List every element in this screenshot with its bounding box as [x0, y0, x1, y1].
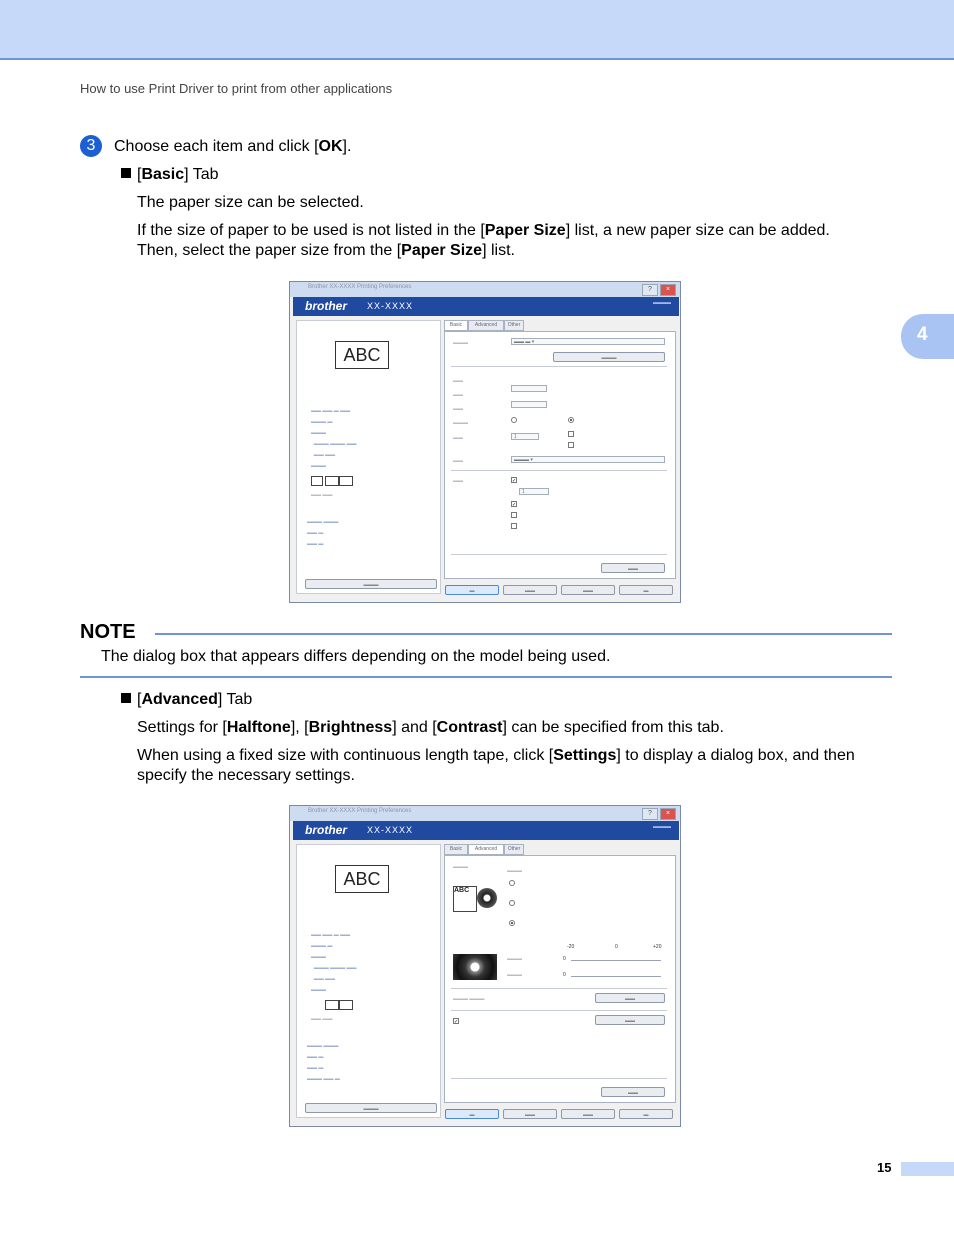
dialog-titlebar: [290, 806, 680, 821]
top-header-band: [0, 0, 954, 60]
blurred-text: ▬▬: [453, 478, 463, 484]
default-button: ▬▬: [601, 563, 665, 573]
blurred-text: ▬▬▬: [507, 972, 522, 978]
advanced-paragraph-2: When using a fixed size with continuous length tape, click [Settings] to display a dialog box, and then: [137, 747, 855, 764]
cut-at-end-checkbox: ✓: [512, 502, 517, 508]
basic-paragraph-1: The paper size can be selected.: [137, 194, 364, 211]
help-button: ▬: [619, 1109, 673, 1119]
divider: [451, 988, 667, 989]
brother-solutions-logo-icon: ▬▬▬: [653, 300, 671, 306]
blurred-text: ▬▬▬: [507, 868, 522, 874]
basic-tab-dialog-screenshot: [289, 281, 681, 603]
portrait-radio: [511, 417, 517, 423]
chapter-tab: [901, 314, 954, 359]
blurred-text: ▬▬▬: [453, 340, 468, 346]
tape-shape-icon: [325, 476, 339, 486]
help-icon: ?: [642, 808, 658, 820]
flower-photo-preview: [453, 954, 497, 980]
paper-size-select: ▬▬ ▬ ▾: [511, 338, 665, 345]
page-number-bar: [901, 1162, 954, 1176]
ok-button: ▬: [445, 585, 499, 595]
halftone-binary-radio: [509, 880, 515, 886]
divider: [451, 1010, 667, 1011]
square-bullet-icon: [121, 693, 131, 703]
tab-other: Other: [504, 320, 524, 331]
settings-summary: ▬▬ ▬▬ ▬ ▬▬ ▬▬▬ ▬ ▬▬▬ ▬▬▬ ▬▬▬ ▬▬ ▬▬ ▬▬ ▬▬▬: [311, 408, 357, 469]
step-number-badge: 3: [80, 135, 102, 157]
length-field: [511, 385, 547, 392]
dialog-titlebar: [290, 282, 680, 297]
divider: [451, 554, 667, 555]
help-icon: ?: [642, 284, 658, 296]
brand-logo: brother: [305, 823, 347, 837]
label-preview: ABC: [335, 341, 389, 369]
note-divider-top: [155, 633, 892, 635]
help-button: ▬: [619, 585, 673, 595]
apply-button: ▬▬: [561, 1109, 615, 1119]
tape-shape-icon: [325, 1000, 339, 1010]
quality-select: ▬▬▬ ▾: [511, 456, 665, 463]
model-name: XX-XXXX: [367, 301, 414, 311]
dialog-title: Brother XX-XXXX Printing Preferences: [308, 284, 412, 290]
divider: [451, 470, 667, 471]
tab-basic: Basic: [444, 320, 468, 331]
blurred-text: ▬▬▬ ▬▬▬: [453, 996, 485, 1002]
divider: [451, 1078, 667, 1079]
blurred-text: ▬▬▬: [453, 864, 468, 870]
brightness-slider: [571, 960, 661, 961]
tab-content-panel: [444, 855, 676, 1103]
copies-field: 1: [511, 433, 539, 440]
preview-panel: [296, 844, 441, 1118]
cancel-button: ▬▬: [503, 585, 557, 595]
blurred-text: ▬▬ ▬▬ ▬▬ ▬▬▬: [453, 378, 468, 426]
page-number: 15: [877, 1160, 892, 1175]
brand-banner: [293, 821, 679, 840]
blurred-text: ▬▬ ▬▬: [311, 492, 333, 498]
tape-shape-icon: [311, 476, 323, 486]
chapter-number: 4: [917, 324, 928, 345]
basic-paragraph-2: If the size of paper to be used is not listed in the [Paper Size] list, a new paper size can be added.: [137, 222, 830, 239]
halftone-preview: ABC: [453, 886, 477, 912]
advanced-tab-dialog-screenshot: [289, 805, 681, 1127]
label-preview: ABC: [335, 865, 389, 893]
settings-summary: ▬▬ ▬▬ ▬ ▬▬ ▬▬▬ ▬ ▬▬▬ ▬▬▬ ▬▬▬ ▬▬ ▬▬ ▬▬ ▬▬▬: [311, 932, 357, 993]
advanced-paragraph-3: specify the necessary settings.: [137, 767, 355, 784]
halftone-dither-radio: [509, 900, 515, 906]
dialog-title: Brother XX-XXXX Printing Preferences: [308, 808, 412, 814]
tape-shape-icon: [339, 476, 353, 486]
contrast-value: 0: [563, 972, 566, 978]
halftone-error-diffusion-radio: [509, 920, 515, 926]
tab-advanced: Advanced: [468, 844, 504, 855]
apply-button: ▬▬: [561, 585, 615, 595]
blurred-text: ▬▬▬: [507, 956, 522, 962]
note-text: The dialog box that appears differs depending on the model being used.: [101, 648, 611, 665]
tape-shape-icon: [339, 1000, 353, 1010]
scale-max-label: +20: [653, 944, 662, 950]
model-name: XX-XXXX: [367, 825, 414, 835]
ok-button: ▬: [445, 1109, 499, 1119]
contrast-slider: [571, 976, 661, 977]
paper-size-setup-button: ▬▬▬: [553, 352, 665, 362]
advanced-paragraph-1: Settings for [Halftone], [Brightness] and [Contrast] can be specified from this tab.: [137, 719, 724, 736]
landscape-radio: [568, 417, 574, 423]
settings-button-2: ▬▬: [595, 1015, 665, 1025]
cut-every-field: 1: [519, 488, 549, 495]
divider: [451, 366, 667, 367]
basic-paragraph-3: Then, select the paper size from the [Paper Size] list.: [137, 242, 515, 259]
blurred-text: ▬▬ ▬▬: [311, 1016, 333, 1022]
brand-logo: brother: [305, 299, 347, 313]
blurred-text: ▬▬: [453, 458, 463, 464]
brother-solutions-logo-icon: ▬▬▬: [653, 824, 671, 830]
basic-tab-heading: [Basic] Tab: [121, 165, 219, 185]
brand-banner: [293, 297, 679, 316]
feed-field: [511, 401, 547, 408]
settings-button: ▬▬: [595, 993, 665, 1003]
default-button: ▬▬: [601, 1087, 665, 1097]
breadcrumb: How to use Print Driver to print from other applications: [80, 81, 393, 96]
advanced-tab-heading: [Advanced] Tab: [121, 690, 252, 710]
support-button: ▬▬▬: [305, 1103, 437, 1113]
step-intro: Choose each item and click [OK].: [114, 138, 352, 155]
cancel-button: ▬▬: [503, 1109, 557, 1119]
tab-advanced: Advanced: [468, 320, 504, 331]
support-button: ▬▬▬: [305, 579, 437, 589]
distributed-printing-checkbox: ✓: [454, 1019, 459, 1025]
halftone-summary: ▬▬▬ ▬▬▬ ▬▬ ▬ ▬▬ ▬ ▬▬▬ ▬▬ ▬: [307, 1043, 340, 1082]
tab-content-panel: [444, 331, 676, 579]
note-title: NOTE: [80, 621, 136, 643]
close-icon: ×: [660, 808, 676, 820]
tab-other: Other: [504, 844, 524, 855]
tab-basic: Basic: [444, 844, 468, 855]
note-divider-bottom: [80, 676, 892, 678]
trim-tape-checkbox: [511, 523, 517, 529]
scale-mid-label: 0: [615, 944, 618, 950]
preview-panel: [296, 320, 441, 594]
halftone-summary: ▬▬▬ ▬▬▬ ▬▬ ▬ ▬▬ ▬: [307, 519, 339, 547]
brightness-value: 0: [563, 956, 566, 962]
close-icon: ×: [660, 284, 676, 296]
scale-min-label: -20: [567, 944, 575, 950]
square-bullet-icon: [121, 168, 131, 178]
mirror-printing-checkbox: [511, 512, 517, 518]
reverse-order-checkbox: [568, 442, 574, 448]
flower-thumbnail-icon: [477, 888, 497, 908]
cut-every-checkbox: ✓: [512, 478, 517, 484]
blurred-text: ▬▬: [453, 435, 463, 441]
collate-checkbox: [568, 431, 574, 437]
